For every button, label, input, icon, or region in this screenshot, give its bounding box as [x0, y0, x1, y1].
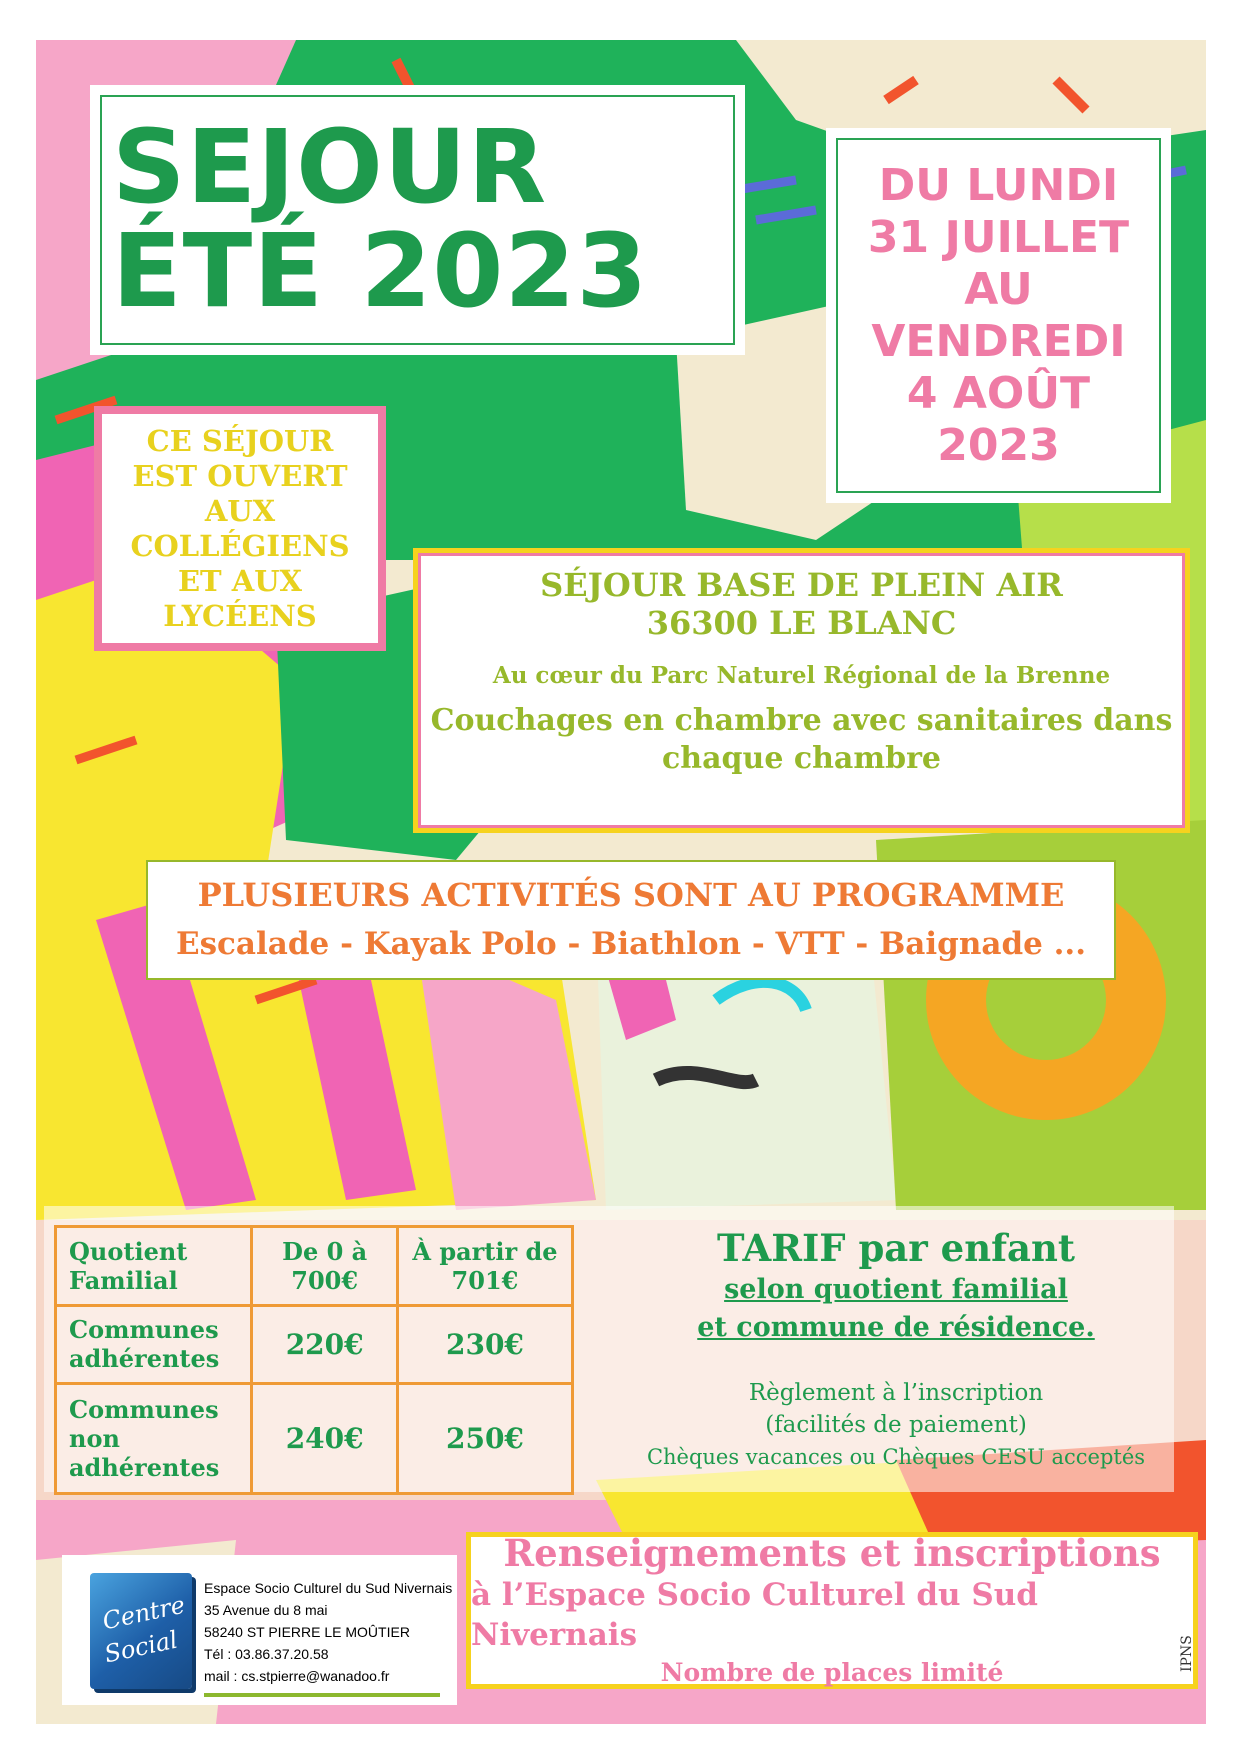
centre-social-logo [90, 1573, 192, 1689]
audience-line: CE SÉJOUR [146, 423, 334, 458]
audience-line: ET AUX [177, 563, 303, 598]
info-location: à l’Espace Socio Culturel du Sud Nivernais [471, 1576, 1038, 1653]
contact-box [62, 1555, 457, 1705]
activities-box [146, 860, 1116, 980]
divider [204, 1693, 440, 1697]
date-line: 4 AOÛT [906, 367, 1091, 419]
table-cell: Communes adhérentes [56, 1305, 252, 1384]
title-line-1: SEJOUR [112, 108, 548, 227]
date-line: DU LUNDI [878, 159, 1119, 211]
contact-email: mail : cs.stpierre@wanadoo.fr [204, 1668, 390, 1684]
venue-box [413, 548, 1190, 833]
venue-lodging: Couchages en chambre avec sanitaires dans chaque chambre [430, 703, 1173, 776]
activities-list: Escalade - Kayak Polo - Biathlon - VTT - Baignade ... [175, 926, 1087, 962]
tarif-subtitle: selon quotient familial [724, 1274, 1068, 1305]
table-row [56, 1305, 573, 1384]
table-cell: 250€ [397, 1384, 572, 1494]
tarif-title: TARIF par enfant [717, 1226, 1075, 1270]
contact-details [204, 1577, 452, 1687]
table-cell: 230€ [397, 1305, 572, 1384]
tarif-note: Chèques vacances ou Chèques CESU acceptés [646, 1445, 1146, 1469]
date-line: 31 JUILLET [867, 211, 1130, 263]
audience-box [94, 406, 386, 651]
audience-line: COLLÉGIENS [130, 528, 350, 563]
info-box [466, 1532, 1198, 1689]
logo-text: Social [101, 1625, 181, 1669]
title-line-2: ÉTÉ 2023 [112, 212, 649, 331]
tarif-info [626, 1225, 1166, 1473]
table-header: Quotient Familial [56, 1227, 252, 1306]
table-row [56, 1227, 573, 1306]
table-header: De 0 à 700€ [252, 1227, 397, 1306]
poster [36, 40, 1206, 1724]
audience-line: AUX [204, 493, 276, 528]
ipns-mark: IPNS [1179, 1635, 1195, 1672]
activities-heading: PLUSIEURS ACTIVITÉS SONT AU PROGRAMME [197, 876, 1065, 914]
table-cell: 240€ [252, 1384, 397, 1494]
contact-city: 58240 ST PIERRE LE MOÛTIER [204, 1624, 410, 1640]
tarif-note: Règlement à l’inscription [748, 1380, 1044, 1406]
tarif-subtitle: et commune de résidence. [697, 1312, 1095, 1343]
date-line: 2023 [937, 419, 1060, 471]
pricing-table [54, 1225, 574, 1495]
date-line: AU [964, 263, 1033, 315]
contact-address: 35 Avenue du 8 mai [204, 1602, 328, 1618]
title-box [90, 85, 745, 355]
date-line: VENDREDI [871, 315, 1126, 367]
audience-line: EST OUVERT [132, 458, 348, 493]
table-cell: 220€ [252, 1305, 397, 1384]
info-limit: Nombre de places limité [660, 1657, 1004, 1687]
tarif-note: (facilités de paiement) [765, 1412, 1027, 1438]
contact-phone: Tél : 03.86.37.20.58 [204, 1646, 329, 1662]
venue-address: 36300 LE BLANC [646, 604, 957, 642]
venue-park: Au cœur du Parc Naturel Régional de la Brenne [492, 662, 1111, 689]
logo-text: Centre [99, 1590, 188, 1636]
table-row [56, 1384, 573, 1494]
venue-title: SÉJOUR BASE DE PLEIN AIR [540, 566, 1063, 604]
info-heading: Renseignements et inscriptions [503, 1530, 1161, 1575]
audience-line: LYCÉENS [163, 598, 317, 633]
contact-name: Espace Socio Culturel du Sud Nivernais [204, 1580, 453, 1596]
table-header: À partir de 701€ [397, 1227, 572, 1306]
table-cell: Communes non adhérentes [56, 1384, 252, 1494]
date-box [826, 128, 1171, 503]
